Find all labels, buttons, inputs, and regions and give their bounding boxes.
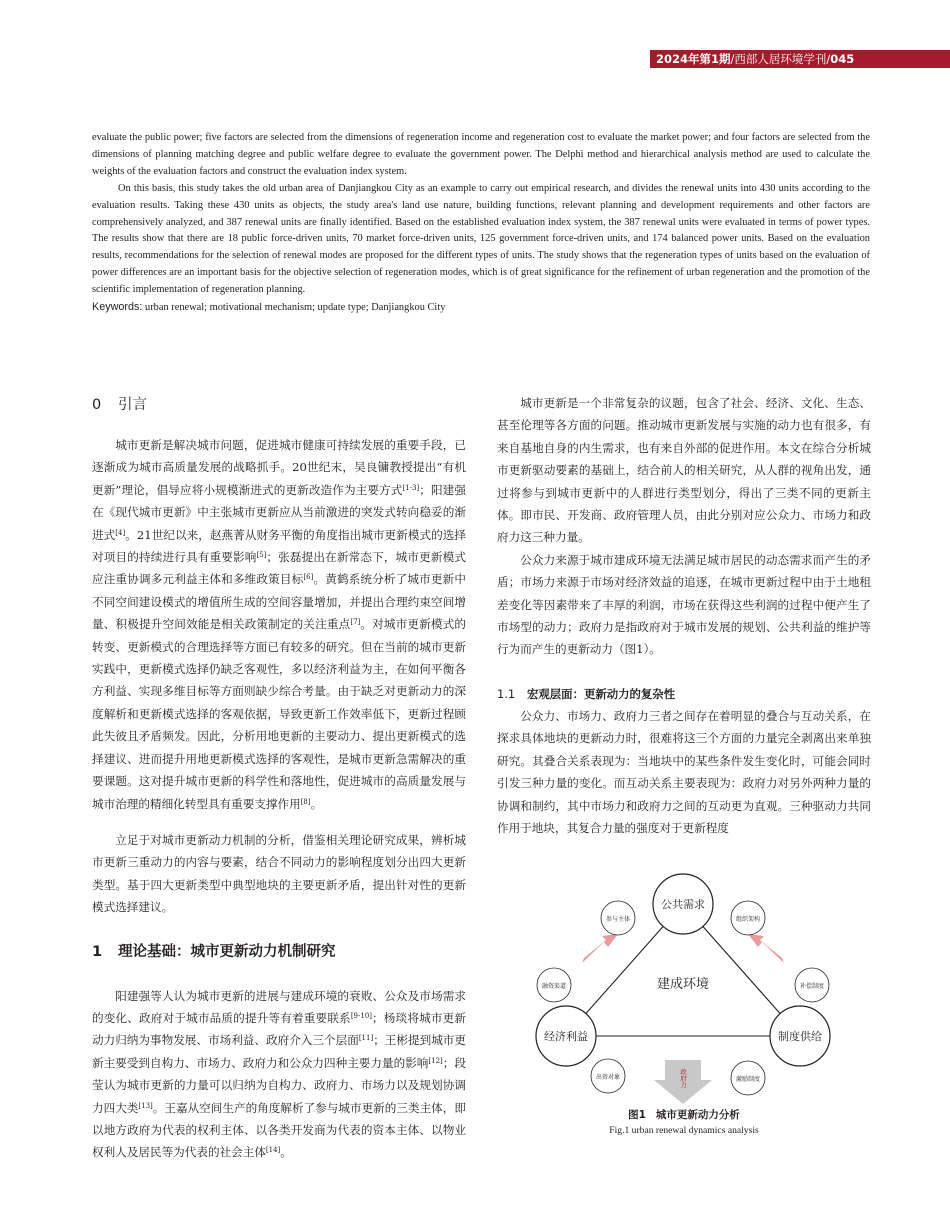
figure-caption-english: Fig.1 urban renewal dynamics analysis — [609, 1125, 759, 1136]
header-page-number: 045 — [830, 52, 855, 66]
intro-paragraph-1: 城市更新是解决城市问题，促进城市健康可持续发展的重要手段，已逐渐成为城市高质量发展的战略抓手。20世纪末，吴良镛教授提出“有机更新”理论，倡导应将小规模渐进式的更新改造作为主要方式[1-3]；阳建强在《现代城市更新》中主张城市更新应从当前激进的突发式转向稳妥的渐进式[4]。21世纪以来，赵燕菁从财务平衡的角度指出城市更新模式的选择对项目的持续进行具有重要影响[5]；张磊提出在新常态下，城市更新模式应注重协调多元利益主体和多维政策目标[6]。黄鹤系统分析了城市更新中不同空间建设模式的增值所生成的空间容量增加，并提出合理约束空间增量、积极提升空间效能是相关政策制定的关注重点[7]。对城市更新模式的转变、更新模式的合理选择等方面已有较多的研究。但在当前的城市更新实践中，更新模式选择仍缺乏客观性，多以经济利益为主，在如何平衡各方利益、实现多维目标等方面则缺少综合考量。由于缺乏对更新动力的深度解析和更新模式选择的客观依据，导致更新工作效率低下，更新过程顾此失彼且矛盾频发。因此，分析用地更新的主要动力、提出更新模式的选择建议、进而提升用地更新模式选择的客观性，是城市更新急需解决的重要课题。这对提升城市更新的科学性和落地性，促进城市的高质量发展与城市治理的精细化转型具有重要支撑作用[8]。 — [92, 438, 466, 811]
citation: [1-3] — [402, 483, 420, 492]
journal-header-band: 2024年第1期/西部人居环境学刊/045 — [650, 50, 950, 68]
citation: [14] — [265, 1146, 281, 1155]
figure-1-diagram — [522, 870, 844, 1110]
figure-1-caption — [497, 1107, 871, 1138]
citation: [12] — [428, 1056, 443, 1065]
section-1-title: 理论基础：城市更新动力机制研究 — [118, 943, 336, 960]
intro-paragraph-2: 立足于对城市更新动力机制的分析，借鉴相关理论研究成果，辨析城市更新三重动力的内容与要素，结合不同动力的影响程度划分出四大更新类型。基于四大更新类型中典型地块的主要更新矛盾，提出针对性的更新模式选择建议。 — [92, 832, 466, 915]
keywords-line — [92, 299, 870, 317]
small-node-participation-label: 参与主体 — [605, 916, 631, 923]
government-force-label: 政府力 — [679, 1068, 687, 1088]
small-node-investment-label: 出资对象 — [595, 1074, 621, 1081]
keywords-label: Keywords: — [92, 301, 143, 314]
citation: [7] — [350, 618, 361, 627]
small-node-compensation-label: 补偿制度 — [799, 983, 825, 990]
citation: [13] — [138, 1101, 153, 1110]
market-force-label: 市场力 — [590, 954, 610, 972]
theory-paragraph-3: 公众力来源于城市建成环境无法满足城市居民的动态需求而产生的矛盾；市场力来源于市场对经济效益的追逐，在城市更新过程中由于土地租差变化等因素带来了丰厚的利润，市场在获得这些利润的过程中便产生了市场型的动力；政府力是指政府对于城市发展的规划、公共利益的维护等行为而产生的更新动力（图1）。 — [497, 552, 871, 657]
left-column — [92, 392, 466, 1164]
section-1-number: 1 — [92, 943, 103, 960]
abstract-paragraph-1: evaluate the public power; five factors are selected from the dimensions of regeneration income and regeneration cost to evaluate the market power; and four factors are selected from the dimensions of planning matching degree and public welfare degree to evaluate the government power. The Delphi method and hierarchical analysis method are used to calculate the weights of the evaluation factors and construct the evaluation index system. — [92, 132, 870, 177]
citation: [8] — [300, 797, 311, 806]
figure-center-label: 建成环境 — [656, 977, 710, 992]
section-0-title: 引言 — [118, 397, 147, 413]
right-column — [497, 392, 871, 839]
node-public-demand-label: 公共需求 — [661, 898, 705, 911]
subsection-1-1-heading — [497, 683, 871, 705]
section-0-number: 0 — [92, 397, 102, 413]
subsection-number: 1.1 — [497, 686, 516, 701]
figure-caption-chinese — [497, 1107, 871, 1123]
citation: [11] — [358, 1034, 374, 1043]
small-node-incentive-label: 激励制度 — [735, 1076, 761, 1083]
small-node-financing-label: 融资渠道 — [541, 983, 567, 990]
citation: [4] — [115, 528, 126, 537]
figure-number: 图1 — [628, 1109, 646, 1121]
citation: [9-10] — [350, 1011, 373, 1020]
subsection-title: 宏观层面：更新动力的复杂性 — [527, 686, 676, 701]
figure-title-cn: 城市更新动力分析 — [655, 1109, 740, 1121]
header-issue: 2024年第1期 — [656, 52, 731, 66]
section-1-heading — [92, 939, 466, 965]
abstract-paragraph-2: On this basis, this study takes the old urban area of Danjiangkou City as an example to carry out empirical research, and divides the renewal units into 430 units according to the evaluation results. Taking these 430 units as objects, the study area's land use nature, building functions, relevant planning and development requirements and other factors are comprehensively analyzed, and 387 renewal units are finally identified. Based on the established evaluation index system, the 387 renewal units were evaluated in terms of power types. The results show that there are 18 public force-driven units, 70 market force-driven units, 125 government force-driven units, and 174 balanced power units. Based on the evaluation results, recommendations for the selection of renewal modes are proposed for the different types of units. The study shows that the regeneration types of units based on the evaluation of power differences are an important basis for the objective selection of regeneration modes, which is of great significance for the refinement of urban regeneration and the promotion of the scientific implementation of regeneration planning. — [92, 182, 870, 296]
citation: [5] — [256, 551, 267, 560]
citation: [6] — [303, 573, 314, 582]
public-force-label: 公众力 — [756, 940, 776, 958]
keywords-text: urban renewal; motivational mechanism; update type; Danjiangkou City — [145, 302, 446, 314]
macro-paragraph: 公众力、市场力、政府力三者之间存在着明显的叠合与互动关系，在探求具体地块的更新动力时，很难将这三个方面的力量完全剥离出来单独研究。其叠合关系表现为：当地块中的某些条件发生变化时，可能会同时引发三种力量的变化。而互动关系主要表现为：政府力对另外两种力量的协调和制约，其中市场力和政府力之间的互动更为直观。三种驱动力共同作用于地块，其复合力量的强度对于更新程度 — [497, 708, 871, 835]
header-journal: 西部人居环境学刊 — [734, 52, 827, 66]
section-0-heading — [92, 392, 466, 418]
small-node-organization-label: 组织架构 — [735, 916, 761, 923]
english-abstract — [92, 130, 870, 317]
theory-paragraph-1: 阳建强等人认为城市更新的进展与建成环境的衰败、公众及市场需求的变化、政府对于城市品质的提升等有着重要联系[9-10]；杨琰将城市更新动力归纳为事物发展、市场利益、政府介入三个层面[11]；王彬提到城市更新主要受到自构力、市场力、政府力和公众力四种主要力量的影响[12]；段莹认为城市更新的力量可以归纳为自构力、政府力、市场力以及规划协调力四大类[13]。王嘉从空间生产的角度解析了参与城市更新的三类主体，即以地方政府为代表的权利主体、以各类开发商为代表的资本主体、以物业权利人及居民等为代表的社会主体[14]。 — [92, 988, 466, 1160]
theory-paragraph-2: 城市更新是一个非常复杂的议题，包含了社会、经济、文化、生态、甚至伦理等各方面的问题。推动城市更新发展与实施的动力也有很多，有来自基地自身的内生需求，也有来自外部的促进作用。本文在综合分析城市更新驱动要素的基础上，结合前人的相关研究，从人群的视角出发，通过将参与到城市更新中的人群进行类型划分，得出了三类不同的更新主体。即市民、开发商、政府管理人员，由此分别对应公众力、市场力和政府力这三种力量。 — [497, 396, 871, 545]
node-economic-interest-label: 经济利益 — [544, 1030, 588, 1043]
node-institutional-supply-label: 制度供给 — [778, 1030, 822, 1043]
